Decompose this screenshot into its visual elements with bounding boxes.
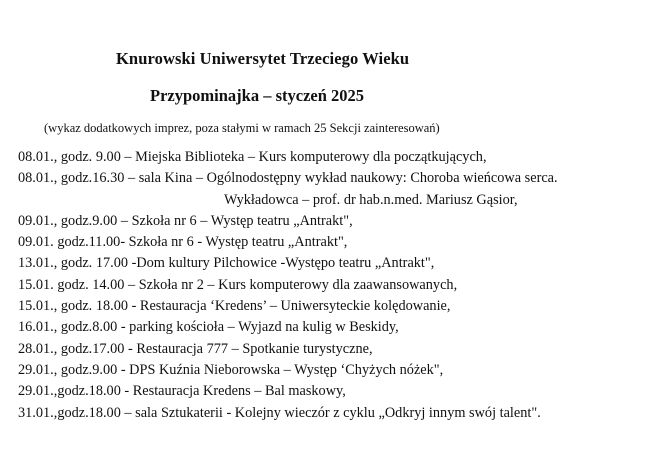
event-item: 31.01.,godz.18.00 – sala Sztukaterii - Kolejny wieczór z cyklu „Odkryj innym swój talent". — [18, 404, 541, 421]
event-item: 13.01., godz. 17.00 -Dom kultury Pilchowice -Występo teatru „Antrakt", — [18, 255, 435, 272]
event-item-continuation: Wykładowca – prof. dr hab.n.med. Mariusz Gąsior, — [224, 191, 518, 208]
event-item: 28.01., godz.17.00 - Restauracja 777 – Spotkanie turystyczne, — [18, 340, 373, 357]
event-item: 09.01., godz.9.00 – Szkoła nr 6 – Występ teatru „Antrakt", — [18, 212, 353, 229]
document-note: (wykaz dodatkowych imprez, poza stałymi w ramach 25 Sekcji zainteresowań) — [44, 121, 440, 135]
document-title: Knurowski Uniwersytet Trzeciego Wieku — [116, 49, 410, 68]
event-item: 08.01., godz.16.30 – sala Kina – Ogólnodostępny wykład naukowy: Choroba wieńcowa serca. — [18, 170, 558, 187]
event-item: 15.01. godz. 14.00 – Szkoła nr 2 – Kurs komputerowy dla zaawansowanych, — [18, 276, 458, 293]
event-item: 29.01., godz.9.00 - DPS Kuźnia Nieborowska – Występ ‘Chyżych nóżek", — [18, 361, 444, 378]
document-subtitle: Przypominajka – styczeń 2025 — [150, 86, 365, 105]
event-item: 08.01., godz. 9.00 – Miejska Biblioteka – Kurs komputerowy dla początkujących, — [18, 149, 487, 165]
event-item: 16.01., godz.8.00 - parking kościoła – Wyjazd na kulig w Beskidy, — [18, 319, 399, 336]
event-item: 15.01., godz. 18.00 - Restauracja ‘Kredens’ – Uniwersyteckie kolędowanie, — [18, 298, 451, 315]
event-list — [18, 147, 558, 424]
event-item: 09.01. godz.11.00- Szkoła nr 6 - Występ teatru „Antrakt", — [18, 234, 348, 251]
event-item: 29.01.,godz.18.00 - Restauracja Kredens – Bal maskowy, — [18, 383, 346, 400]
